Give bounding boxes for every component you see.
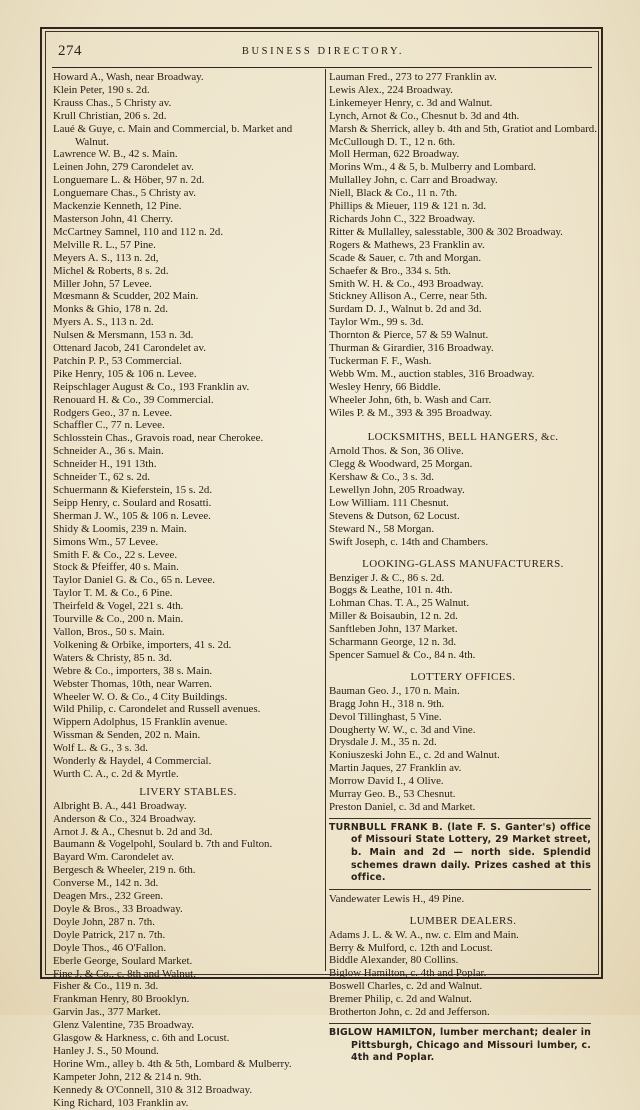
list-item: Linkemeyer Henry, c. 3d and Walnut. [329, 96, 493, 109]
list-item: Lewellyn John, 205 Rroadway. [329, 484, 465, 497]
list-item: Miller John, 57 Levee. [53, 277, 152, 290]
list-item: Mœsmann & Scudder, 202 Main. [53, 290, 199, 303]
advertisement-biglow: BIGLOW HAMILTON, lumber merchant; dealer in Pittsburgh, Chicago and Missouri lumber, c. 4th and Poplar. [329, 1026, 591, 1064]
list-item: Klein Peter, 190 s. 2d. [53, 83, 150, 96]
list-item: Marsh & Sherrick, alley b. 4th and 5th, Gratiot and Lombard. [329, 122, 597, 135]
list-item: Swift Joseph, c. 14th and Chambers. [329, 535, 489, 548]
list-item: Vandewater Lewis H., 49 Pine. [329, 892, 465, 905]
list-item: Seipp Henry, c. Soulard and Rosatti. [53, 496, 212, 509]
list-item: Richards John C., 322 Broadway. [329, 212, 475, 225]
left-entries-list [53, 71, 323, 781]
header-rule [52, 67, 592, 68]
list-item: Wissman & Senden, 202 n. Main. [53, 729, 201, 742]
list-item: Taylor Daniel G. & Co., 65 n. Levee. [53, 574, 215, 587]
list-item: Clegg & Woodward, 25 Morgan. [329, 458, 473, 471]
list-item: Doyle Patrick, 217 n. 7th. [53, 928, 166, 941]
list-item: Phillips & Mieuer, 119 & 121 n. 3d. [329, 200, 487, 213]
list-item: Mullalley John, c. Carr and Broadway. [329, 174, 498, 187]
list-item: Webster Thomas, 10th, near Warren. [53, 677, 213, 690]
list-item: Meyers A. S., 113 n. 2d, [53, 251, 159, 264]
lottery-list [329, 685, 597, 814]
list-item: Wurth C. A., c. 2d & Myrtle. [53, 767, 179, 780]
list-item: Wonderly & Haydel, 4 Commercial. [53, 755, 212, 768]
list-item: Schlosstein Chas., Gravois road, near Cherokee. [53, 432, 264, 445]
right-column [329, 71, 597, 1065]
left-column [53, 71, 323, 1110]
page-number: 274 [58, 43, 82, 59]
list-item: Patchin P. P., 53 Commercial. [53, 354, 182, 367]
list-item: Renouard H. & Co., 39 Commercial. [53, 393, 214, 406]
list-item: Preston Daniel, c. 3d and Market. [329, 800, 476, 813]
list-item: Bremer Philip, c. 2d and Walnut. [329, 993, 472, 1006]
list-item: Anderson & Co., 324 Broadway. [53, 812, 196, 825]
list-item: Ritter & Mullalley, salesstable, 300 & 302 Broadway. [329, 225, 563, 238]
list-item: Myers A. S., 113 n. 2d. [53, 316, 154, 329]
list-item: Stickney Allison A., Cerre, near 5th. [329, 290, 488, 303]
list-item: Bayard Wm. Carondelet av. [53, 851, 174, 864]
list-item: Waters & Christy, 85 n. 3d. [53, 651, 172, 664]
list-item: Kershaw & Co., 3 s. 3d. [329, 471, 434, 484]
list-item: Lohman Chas. T. A., 25 Walnut. [329, 597, 470, 610]
list-item: Kennedy & O'Connell, 310 & 312 Broadway. [53, 1083, 253, 1096]
list-item: Masterson John, 41 Cherry. [53, 212, 173, 225]
list-item: Biglow Hamilton, c. 4th and Poplar. [329, 967, 487, 980]
list-item: Simons Wm., 57 Levee. [53, 535, 159, 548]
list-item: Adams J. L. & W. A., nw. c. Elm and Main. [329, 928, 519, 941]
list-item: Murray Geo. B., 53 Chesnut. [329, 788, 456, 801]
list-item: Stevens & Dutson, 62 Locust. [329, 509, 460, 522]
list-item: Benziger J. & C., 86 s. 2d. [329, 571, 445, 584]
list-item: Lauman Fred., 273 to 277 Franklin av. [329, 71, 497, 83]
list-item: Leinen John, 279 Carondelet av. [53, 161, 194, 174]
list-item: Drysdale J. M., 35 n. 2d. [329, 736, 437, 749]
list-item: Miller & Boisaubin, 12 n. 2d. [329, 610, 458, 623]
list-item: Converse M., 142 n. 3d. [53, 877, 159, 890]
list-item: Schaffler C., 77 n. Levee. [53, 419, 165, 432]
page-header [58, 43, 588, 63]
list-item: Longuemare Chas., 5 Christy av. [53, 187, 196, 200]
list-item: Tuckerman F. F., Wash. [329, 354, 432, 367]
list-item: Schaefer & Bro., 334 s. 5th. [329, 264, 451, 277]
list-item: Sanftleben John, 137 Market. [329, 623, 458, 636]
list-item: Glenz Valentine, 735 Broadway. [53, 1019, 194, 1032]
ad-rule-lumber [329, 1023, 591, 1024]
list-item: Devol Tillinghast, 5 Vine. [329, 710, 442, 723]
list-item: Thornton & Pierce, 57 & 59 Walnut. [329, 329, 489, 342]
list-item: Rodgers Geo., 37 n. Levee. [53, 406, 173, 419]
list-item: Reipschlager August & Co., 193 Franklin av. [53, 380, 250, 393]
running-head: BUSINESS DIRECTORY. [241, 46, 405, 57]
list-item: Schneider T., 62 s. 2d. [53, 471, 150, 484]
list-item: Webre & Co., importers, 38 s. Main. [53, 664, 213, 677]
ad-rule-bottom [329, 889, 591, 890]
list-item: Wesley Henry, 66 Biddle. [329, 380, 441, 393]
column-divider [325, 69, 326, 971]
list-item: Boggs & Leathe, 101 n. 4th. [329, 584, 453, 597]
list-item: Boswell Charles, c. 2d and Walnut. [329, 980, 483, 993]
list-item: Tourville & Co., 200 n. Main. [53, 613, 184, 626]
list-item: McCullough D. T., 12 n. 6th. [329, 135, 456, 148]
locksmiths-list [329, 445, 597, 548]
list-item: Mackenzie Kenneth, 12 Pine. [53, 200, 182, 213]
list-item: Fisher & Co., 119 n. 3d. [53, 980, 159, 993]
list-item: Horine Wm., alley b. 4th & 5th, Lombard & Mulberry. [53, 1057, 292, 1070]
list-item: Thurman & Girardier, 316 Broadway. [329, 342, 494, 355]
list-item: Albright B. A., 441 Broadway. [53, 799, 187, 812]
section-heading-looking-glass: LOOKING-GLASS MANUFACTURERS. [362, 557, 564, 570]
list-item: Taylor Wm., 99 s. 3d. [329, 316, 424, 329]
list-item: Taylor T. M. & Co., 6 Pine. [53, 587, 173, 600]
list-item: Koniuszeski John E., c. 2d and Walnut. [329, 749, 500, 762]
list-item: Dougherty W. W., c. 3d and Vine. [329, 723, 476, 736]
list-item: Eberle George, Soulard Market. [53, 954, 193, 967]
list-item: Schuermann & Kieferstein, 15 s. 2d. [53, 484, 213, 496]
livery-continued-list [329, 71, 597, 419]
list-item: Rogers & Mathews, 23 Franklin av. [329, 238, 485, 251]
list-item: Krauss Chas., 5 Christy av. [53, 96, 172, 109]
lumber-list [329, 929, 597, 1019]
section-heading-lumber: LUMBER DEALERS. [409, 914, 517, 927]
section-heading-locksmiths: LOCKSMITHS, BELL HANGERS, &c. [367, 431, 559, 444]
list-item: Martin Jaques, 27 Franklin av. [329, 762, 462, 775]
list-item: Vallon, Bros., 50 s. Main. [53, 625, 165, 638]
list-item: Frankman Henry, 80 Brooklyn. [53, 993, 190, 1006]
list-item: Deagen Mrs., 232 Green. [53, 890, 164, 903]
list-item: Nulsen & Mersmann, 153 n. 3d. [53, 329, 194, 342]
list-item: Pike Henry, 105 & 106 n. Levee. [53, 367, 197, 380]
section-heading-livery: LIVERY STABLES. [139, 785, 237, 798]
list-item: Volkening & Orbike, importers, 41 s. 2d. [53, 638, 232, 651]
list-item: Lewis Alex., 224 Broadway. [329, 83, 453, 96]
list-item: Theirfeld & Vogel, 221 s. 4th. [53, 600, 184, 613]
list-item: Fine J. & Co., c. 8th and Walnut. [53, 967, 196, 980]
list-item: Monks & Ghio, 178 n. 2d. [53, 303, 168, 316]
list-item: Wild Philip, c. Carondelet and Russell avenues. [53, 703, 261, 716]
list-item: Arnot J. & A., Chesnut b. 2d and 3d. [53, 825, 213, 838]
list-item: Longuemare L. & Höber, 97 n. 2d. [53, 174, 205, 187]
list-item: Arnold Thos. & Son, 36 Olive. [329, 445, 464, 458]
list-item: Biddle Alexander, 80 Collins. [329, 954, 459, 967]
list-item: Doyle John, 287 n. 7th. [53, 915, 155, 928]
list-item: Lynch, Arnot & Co., Chesnut b. 3d and 4th. [329, 109, 520, 122]
list-item: Moll Herman, 622 Broadway. [329, 148, 460, 161]
list-item: Kampeter John, 212 & 214 n. 9th. [53, 1070, 202, 1083]
list-item: Laué & Guye, c. Main and Commercial, b. Market and Walnut. [53, 122, 293, 148]
list-item: Morins Wm., 4 & 5, b. Mulberry and Lombard. [329, 161, 536, 174]
list-item: Steward N., 58 Morgan. [329, 522, 435, 535]
list-item: Wiles P. & M., 393 & 395 Broadway. [329, 406, 493, 419]
list-item: Bergesch & Wheeler, 219 n. 6th. [53, 864, 196, 877]
list-item: Hanley J. S., 50 Mound. [53, 1044, 159, 1057]
list-item: Ottenard Jacob, 241 Carondelet av. [53, 342, 206, 355]
list-item: McCartney Samnel, 110 and 112 n. 2d. [53, 225, 224, 238]
list-item: Lawrence W. B., 42 s. Main. [53, 148, 178, 161]
list-item: Sherman J. W., 105 & 106 n. Levee. [53, 509, 211, 522]
list-item: Doyle Thos., 46 O'Fallon. [53, 941, 167, 954]
list-item: Melville R. L., 57 Pine. [53, 238, 156, 251]
list-item: Howard A., Wash, near Broadway. [53, 71, 204, 83]
list-item: Wheeler W. O. & Co., 4 City Buildings. [53, 690, 228, 703]
list-item: Bragg John H., 318 n. 9th. [329, 697, 445, 710]
list-item: Schneider H., 191 13th. [53, 458, 157, 471]
list-item: Smith F. & Co., 22 s. Levee. [53, 548, 178, 561]
livery-entries-list [53, 800, 323, 1110]
list-item: Schneider A., 36 s. Main. [53, 445, 164, 458]
list-item: Shidy & Loomis, 239 n. Main. [53, 522, 187, 535]
looking-glass-list [329, 572, 597, 662]
list-item: Webb Wm. M., auction stables, 316 Broadway. [329, 367, 535, 380]
list-item: Krull Christian, 206 s. 2d. [53, 109, 167, 122]
list-item: King Richard, 103 Franklin av. [53, 1096, 189, 1109]
list-item: Michel & Roberts, 8 s. 2d. [53, 264, 169, 277]
list-item: Wolf L. & G., 3 s. 3d. [53, 742, 149, 755]
list-item: Doyle & Bros., 33 Broadway. [53, 903, 183, 915]
list-item: Spencer Samuel & Co., 84 n. 4th. [329, 648, 476, 661]
list-item: Morrow David I., 4 Olive. [329, 775, 444, 788]
section-heading-lottery: LOTTERY OFFICES. [410, 670, 516, 683]
list-item: Garvin Jas., 377 Market. [53, 1006, 161, 1019]
list-item: Wippern Adolphus, 15 Franklin avenue. [53, 716, 228, 729]
advertisement-turnbull: TURNBULL FRANK B. (late F. S. Ganter's) office of Missouri State Lottery, 29 Market street, b. Main and 2d — north side. Splendid schemes drawn daily. Prizes cashed at this office. [329, 821, 591, 884]
list-item: Baumann & Vogelpohl, Soulard b. 7th and Fulton. [53, 838, 273, 851]
list-item: Surdam D. J., Walnut b. 2d and 3d. [329, 303, 482, 316]
list-item: Niell, Black & Co., 11 n. 7th. [329, 187, 458, 200]
list-item: Brotherton John, c. 2d and Jefferson. [329, 1006, 490, 1019]
list-item: Low William. 111 Chesnut. [329, 497, 449, 509]
list-item: Bauman Geo. J., 170 n. Main. [329, 684, 460, 697]
list-item: Berry & Mulford, c. 12th and Locust. [329, 941, 493, 954]
list-item: Scade & Sauer, c. 7th and Morgan. [329, 251, 482, 264]
ad-rule-top [329, 818, 591, 819]
list-item: Smith W. H. & Co., 493 Broadway. [329, 277, 484, 290]
list-item: Glasgow & Harkness, c. 6th and Locust. [53, 1032, 230, 1045]
list-item: Wheeler John, 6th, b. Wash and Carr. [329, 393, 492, 406]
list-item: Scharmann George, 12 n. 3d. [329, 636, 457, 649]
list-item: Stock & Pfeiffer, 40 s. Main. [53, 561, 179, 574]
